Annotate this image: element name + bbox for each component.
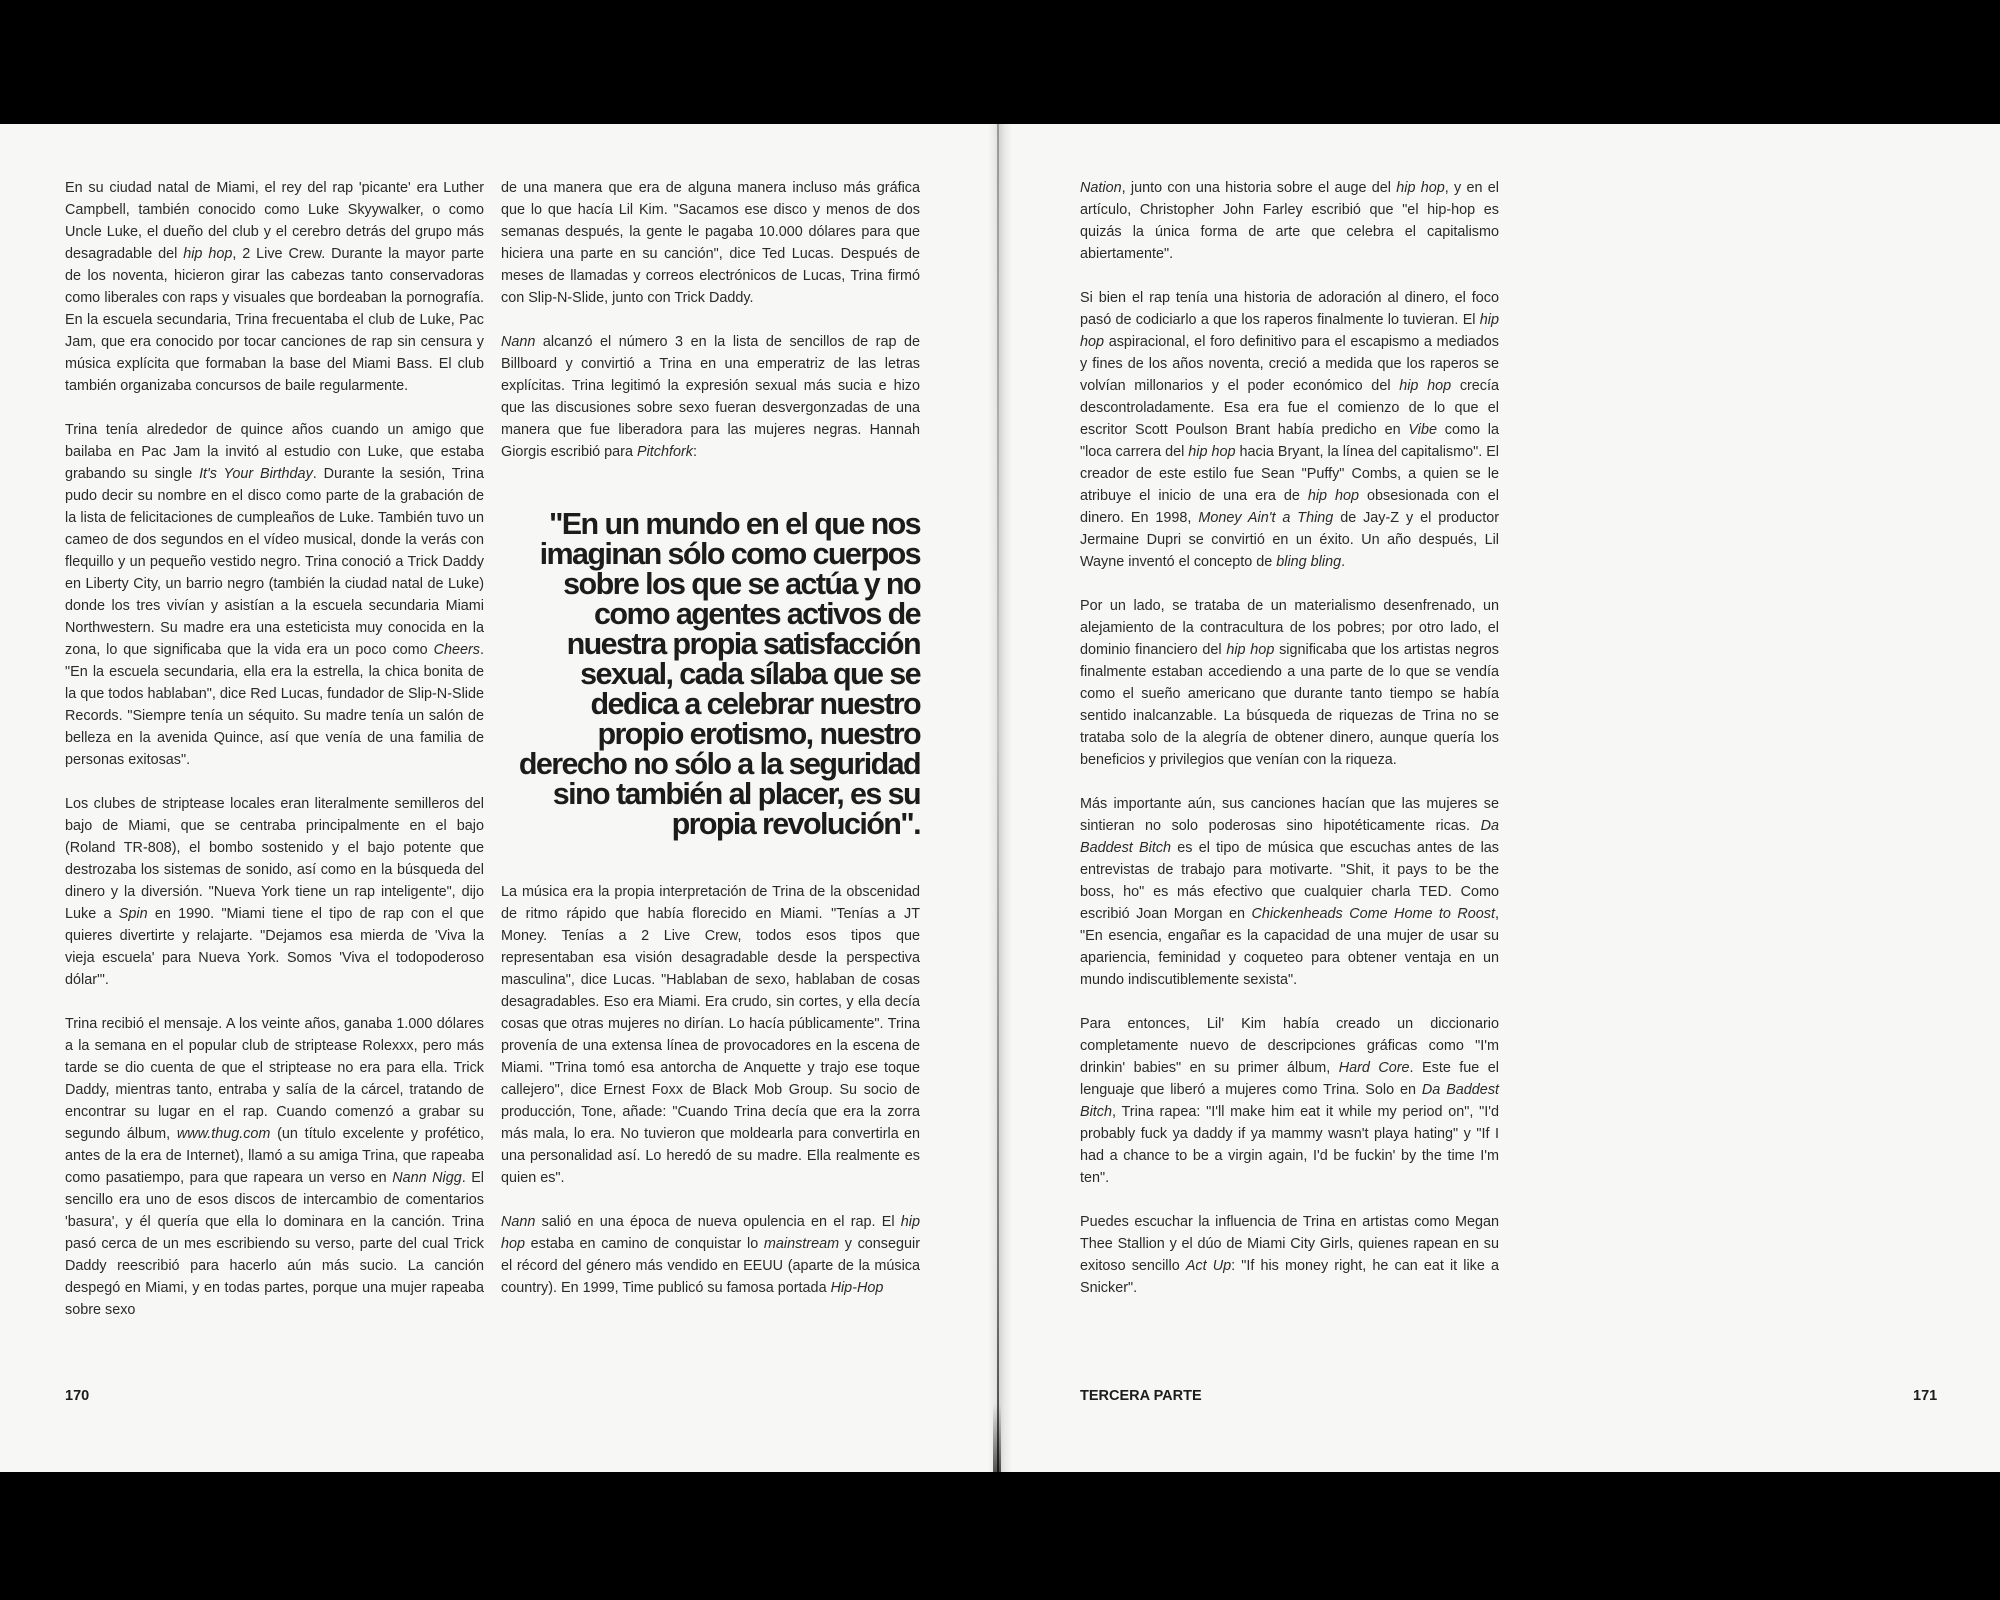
left-col2-paragraph-3: La música era la propia interpretación de Trina de la obscenidad de ritmo rápido que había florecido en Miami. "Tenías a JT Money. Tenías a 2 Live Crew, todos esos tipos que representaban esa visión desagradable desde la perspectiva masculina", dice Lucas. "Hablaban de sexo, hablaban de cosas desagradables. Eso era Miami. Era crudo, sin cortes, y ella decía cosas que otras mujeres no dirían. Lo hacía públicamente". Trina provenía de una extensa línea de provocadores en la escena de Miami. "Trina tomó esa antorcha de Anquette y trajo ese toque callejero", dice Ernest Foxx de Black Mob Group. Su socio de producción, Tone, añade: "Cuando Trina decía que era la zorra más mala, lo era. No tuvieron que moldearla para convertirla en una personalidad así. Lo heredó de su madre. Ella realmente es quien es".	[501, 884, 920, 1186]
right-paragraph-1: Nation, junto con una historia sobre el auge del hip hop, y en el artículo, Christopher John Farley escribió que "el hip-hop es quizás la única forma de arte que celebra el capitalismo abiertamente".	[1080, 180, 1499, 262]
left-col1-paragraph-1: En su ciudad natal de Miami, el rey del rap 'picante' era Luther Campbell, también conocido como Luke Skyywalker, o como Uncle Luke, el dueño del club y el cerebro detrás del grupo más desagradable del hip hop, 2 Live Crew. Durante la mayor parte de los noventa, hicieron girar las cabezas tanto conservadoras como liberales con raps y visuales que bordeaban la pornografía. En la escuela secundaria, Trina frecuentaba el club de Luke, Pac Jam, que era conocido por tocar canciones de rap sin censura y música explícita que formaban la base del Miami Bass. El club también organizaba concursos de baile regularmente.	[65, 180, 484, 394]
right-page-column	[1080, 177, 1499, 1321]
book-gutter-shadow	[988, 124, 1012, 1472]
right-page-number: 171	[1913, 1388, 1938, 1404]
left-col2-paragraph-1: de una manera que era de alguna manera incluso más gráfica que lo que hacía Lil Kim. "Sacamos ese disco y menos de dos semanas después, la gente le pagaba 10.000 dólares para que hiciera una parte en su canción", dice Ted Lucas. Después de meses de llamadas y correos electrónicos de Lucas, Trina firmó con Slip-N-Slide, junto con Trick Daddy.	[501, 180, 920, 306]
right-paragraph-4: Más importante aún, sus canciones hacían que las mujeres se sintieran no solo poderosas sino hipotéticamente ricas. Da Baddest Bitch es el tipo de música que escuchas antes de las entrevistas de trabajo para motivarte. "Shit, it pays to be the boss, ho" es más efectivo que cualquier charla TED. Como escribió Joan Morgan en Chickenheads Come Home to Roost, "En esencia, engañar es la capacidad de una mujer de usar su apariencia, feminidad y coqueteo para obtener ventaja en un mundo indiscutiblemente sexista".	[1080, 796, 1500, 988]
running-head: TERCERA PARTE	[1080, 1388, 1202, 1404]
book-spread	[0, 124, 2000, 1472]
right-paragraph-6: Puedes escuchar la influencia de Trina en artistas como Megan Thee Stallion y el dúo de Miami City Girls, quienes rapean en su exitoso sencillo Act Up: "If his money right, he can eat it like a Snicker".	[1080, 1214, 1500, 1296]
book-gutter-bottom-shadow	[993, 1404, 1001, 1472]
left-page-column-1	[65, 177, 484, 1343]
left-col2-paragraph-4: Nann salió en una época de nueva opulencia en el rap. El hip hop estaba en camino de conquistar lo mainstream y conseguir el récord del género más vendido en EEUU (aparte de la música country). En 1999, Time publicó su famosa portada Hip-Hop	[501, 1214, 920, 1296]
left-col2-paragraph-2: Nann alcanzó el número 3 en la lista de sencillos de rap de Billboard y convirtió a Trina en una emperatriz de las letras explícitas. Trina legitimó la expresión sexual más sucia e hizo que las discusiones sobre sexo fueran desvergonzadas de una manera que fue liberadora para las mujeres negras. Hannah Giorgis escribió para Pitchfork:	[501, 334, 920, 460]
left-col1-paragraph-4: Trina recibió el mensaje. A los veinte años, ganaba 1.000 dólares a la semana en el popular club de striptease Rolexxx, pero más tarde se dio cuenta de que el striptease no era para ella. Trick Daddy, mientras tanto, entraba y salía de la cárcel, tratando de encontrar su lugar en el rap. Cuando comenzó a grabar su segundo álbum, www.thug.com (un título excelente y profético, antes de la era de Internet), llamó a su amiga Trina, que rapeaba como pasatiempo, para que rapeara un verso en Nann Nigg. El sencillo era uno de esos discos de intercambio de comentarios 'basura', y él quería que ella lo dominara en la canción. Trina pasó cerca de un mes escribiendo su verso, parte del cual Trick Daddy reescribió para hacerlo aún más sucio. La canción despegó en Miami, y en todas partes, porque una mujer rapeaba sobre sexo	[65, 1016, 484, 1318]
pull-quote: "En un mundo en el que nos imaginan sólo como cuerpos sobre los que se actúa y no como agentes activos de nuestra propia satisfacción sexual, cada sílaba que se dedica a celebrar nuestro propio erotismo, nuestro derecho no sólo a la seguridad sino también al placer, es su propia revolución".	[518, 507, 920, 841]
right-paragraph-2: Si bien el rap tenía una historia de adoración al dinero, el foco pasó de codiciarlo a que los raperos finalmente lo tuvieran. El hip hop aspiracional, el foro definitivo para el escapismo a mediados y fines de los años noventa, creció a medida que los raperos se volvían millonarios y el poder económico del hip hop crecía descontroladamente. Esa era fue el comienzo de lo que el escritor Scott Poulson Brant había predicho en Vibe como la "loca carrera del hip hop hacia Bryant, la línea del capitalismo". El creador de este estilo fue Sean "Puffy" Combs, a quien se le atribuye el inicio de una era de hip hop obsesionada con el dinero. En 1998, Money Ain't a Thing de Jay-Z y el productor Jermaine Dupri se convirtió en un éxito. Un año después, Lil Wayne inventó el concepto de bling bling.	[1080, 290, 1500, 570]
left-col1-paragraph-3: Los clubes de striptease locales eran literalmente semilleros del bajo de Miami, que se centraba principalmente en el bajo (Roland TR-808), el bombo sostenido y el bajo potente que destrozaba los sistemas de sonido, así como en la búsqueda del dinero y la diversión. "Nueva York tiene un rap inteligente", dijo Luke a Spin en 1990. "Miami tiene el tipo de rap con el que quieres divertirte y relajarte. "Dejamos esa mierda de 'Viva la vieja escuela' para Nueva York. Somos 'Viva el todopoderoso dólar'".	[65, 796, 484, 988]
right-paragraph-3: Por un lado, se trataba de un materialismo desenfrenado, un alejamiento de la contracultura de los pobres; por otro lado, el dominio financiero del hip hop significaba que los artistas negros finalmente estaban accediendo a una parte de lo que se vendía como el sueño americano que durante tanto tiempo se había sentido inalcanzable. La búsqueda de riquezas de Trina no se trataba solo de la alegría de obtener dinero, aunque quería los beneficios y privilegios que venían con la riqueza.	[1080, 598, 1499, 768]
left-page-column-2	[501, 177, 920, 1321]
left-col1-paragraph-2: Trina tenía alrededor de quince años cuando un amigo que bailaba en Pac Jam la invitó al estudio con Luke, que estaba grabando su single It's Your Birthday. Durante la sesión, Trina pudo decir su nombre en el disco como parte de la grabación de la lista de felicitaciones de cumpleaños de Luke. También tuvo un cameo de dos segundos en el vídeo musical, donde la verás con flequillo y un pequeño vestido negro. Trina conoció a Trick Daddy en Liberty City, un barrio negro (también la ciudad natal de Luke) donde los tres vivían y asistían a la escuela secundaria Miami Northwestern. Su madre era una esteticista muy conocida en la zona, lo que significaba que la vida era un poco como Cheers. "En la escuela secundaria, ella era la estrella, la chica bonita de la que todos hablaban", dice Red Lucas, fundador de Slip-N-Slide Records. "Siempre tenía un séquito. Su madre tenía un salón de belleza en la avenida Quince, así que venía de una familia de personas exitosas".	[65, 422, 484, 768]
book-gutter-fold	[997, 124, 999, 1472]
left-page-number: 170	[65, 1388, 90, 1404]
right-paragraph-5: Para entonces, Lil' Kim había creado un diccionario completamente nuevo de descripciones gráficas como "I'm drinkin' babies" en su primer álbum, Hard Core. Este fue el lenguaje que liberó a mujeres como Trina. Solo en Da Baddest Bitch, Trina rapea: "I'll make him eat it while my period on", "I'd probably fuck ya daddy if ya mammy wasn't playa hating" y "If I had a chance to be a virgin again, I'd be fuckin' by the time I'm ten".	[1080, 1016, 1500, 1186]
